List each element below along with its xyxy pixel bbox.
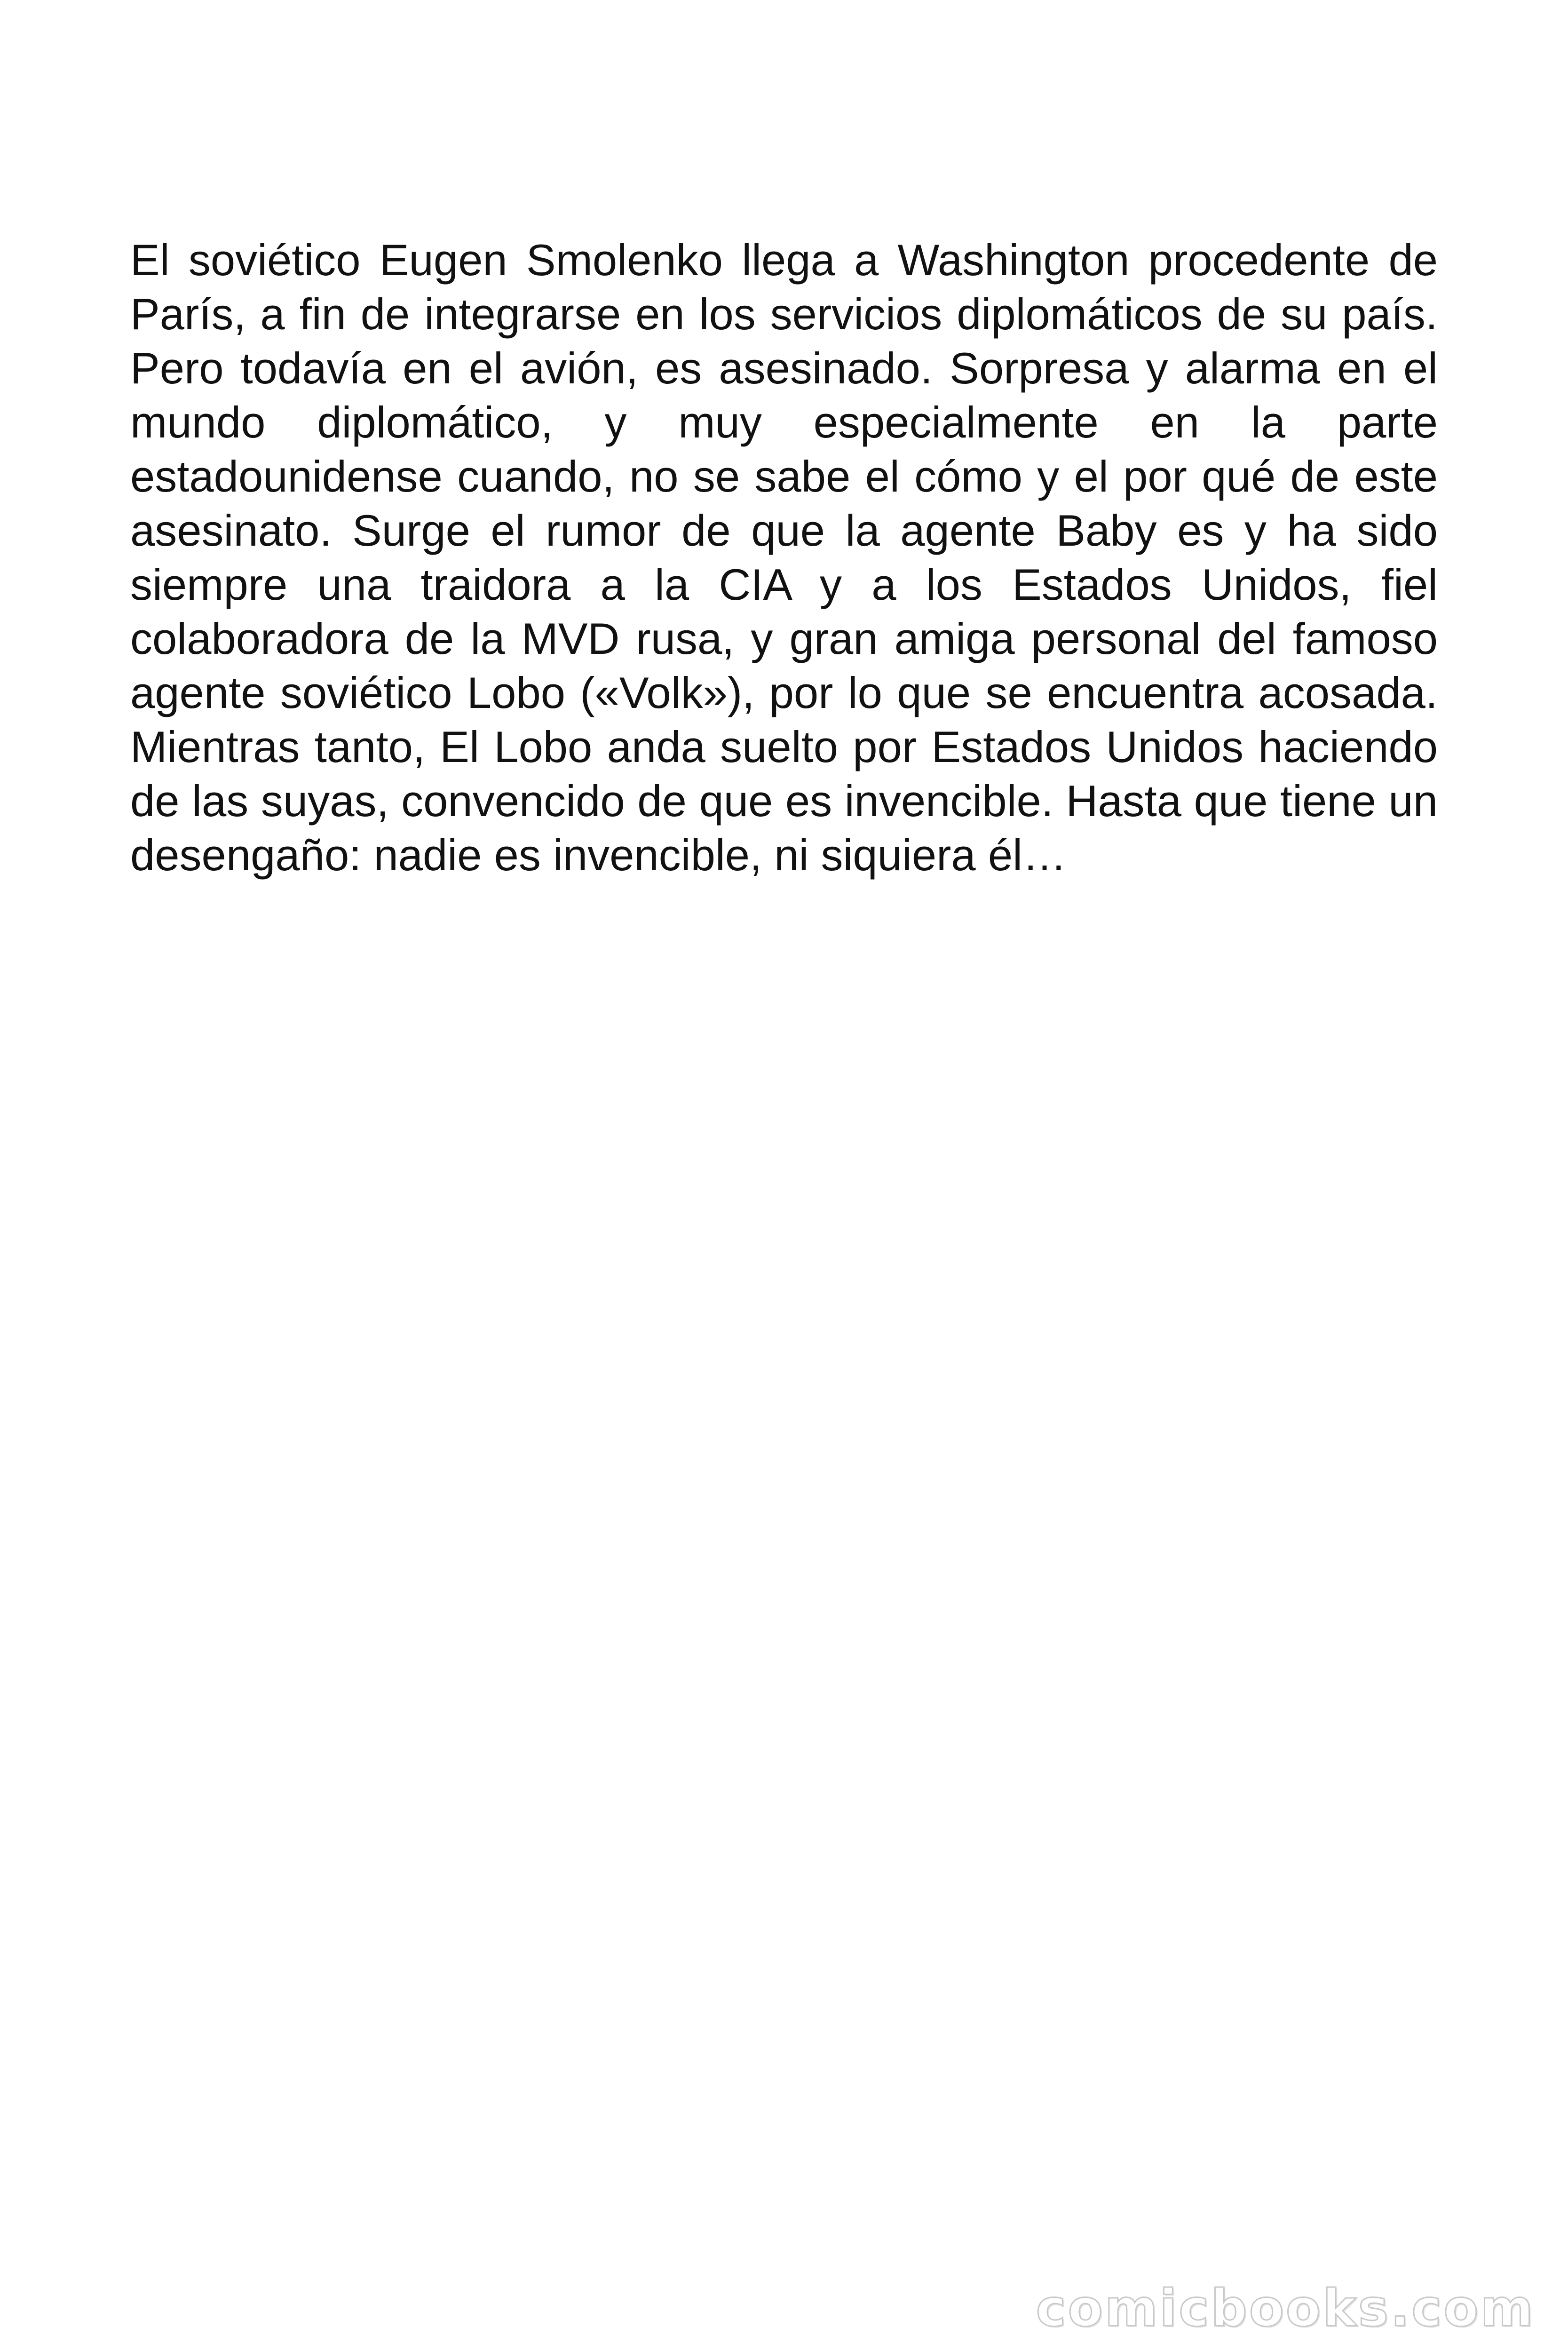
- synopsis-paragraph: El soviético Eugen Smolenko llega a Washington procedente de París, a fin de integrarse en los servicios diplomáticos de su país. Pero todavía en el avión, es asesinado. Sorpresa y alarma en el mundo diplomático, y muy especialmente en la parte estadounidense cuando, no se sabe el cómo y el por qué de este asesinato. Surge el rumor de que la agente Baby es y ha sido siempre una traidora a la CIA y a los Estados Unidos, fiel colaboradora de la MVD rusa, y gran amiga personal del famoso agente soviético Lobo («Volk»), por lo que se encuentra acosada. Mientras tanto, El Lobo anda suelto por Estados Unidos haciendo de las suyas, convencido de que es invencible. Hasta que tiene un desengaño: nadie es invencible, ni siquiera él…: [130, 235, 1438, 880]
- watermark: comicbooks.com: [1036, 2279, 1535, 2338]
